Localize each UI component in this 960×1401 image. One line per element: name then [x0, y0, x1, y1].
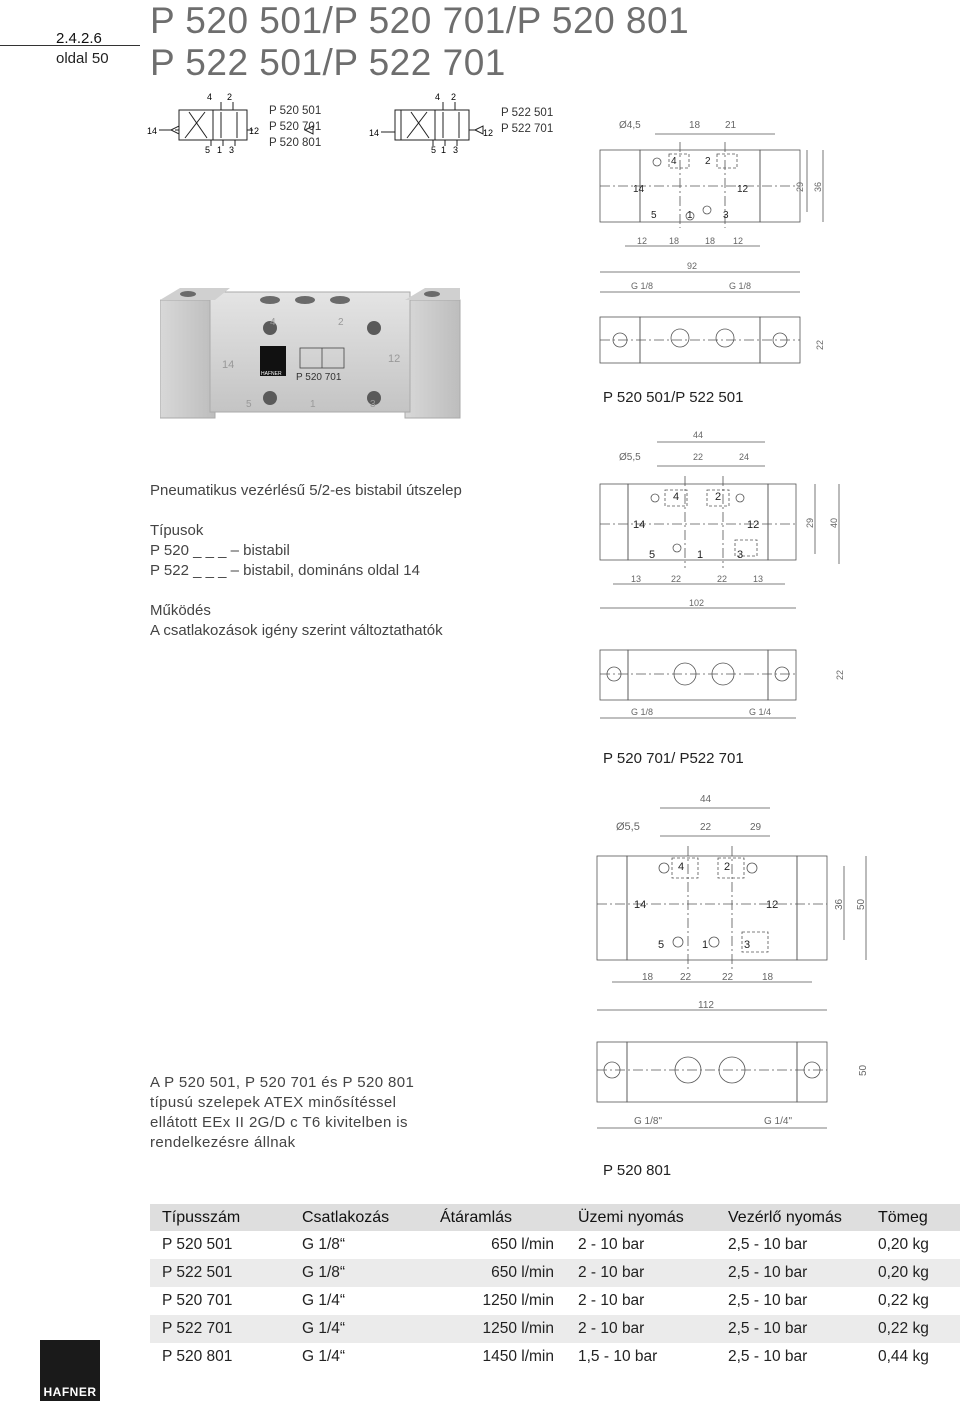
- product-photo: [160, 280, 470, 420]
- cell-connection: G 1/4“: [302, 1348, 346, 1365]
- cell-connection: G 1/8“: [302, 1236, 346, 1253]
- sym-left-port-5: 5: [205, 145, 211, 155]
- d1-port-4: 4: [671, 156, 677, 167]
- d3-dim-b22b: 22: [722, 972, 734, 983]
- d1-port-14: 14: [633, 184, 645, 195]
- d1-dim-total: 92: [687, 261, 698, 271]
- d3-port-4: 4: [678, 861, 685, 873]
- cell-weight: 0,22 kg: [878, 1292, 929, 1309]
- d3-dim-b22a: 22: [680, 972, 692, 983]
- sym-left-port-4: 4: [207, 92, 213, 102]
- sym-left-port-2: 2: [227, 92, 233, 102]
- d2-dim-29: 29: [805, 517, 815, 528]
- cell-weight: 0,22 kg: [866, 1315, 960, 1343]
- types-heading: Típusok: [150, 522, 204, 539]
- cell-flow: 1250 l/min: [482, 1292, 554, 1309]
- d3-port-12: 12: [766, 899, 779, 911]
- cell-flow: 650 l/min: [428, 1259, 566, 1287]
- d3-port-14: 14: [634, 899, 647, 911]
- cell-type: P 520 801: [162, 1348, 233, 1365]
- d3-port-2: 2: [724, 861, 731, 873]
- col-header-operating-pressure: Üzemi nyomás: [566, 1204, 716, 1231]
- table-row: [150, 1259, 960, 1287]
- d1-dim-b18b: 18: [705, 236, 716, 246]
- sym-left-port-14: 14: [147, 126, 158, 136]
- atex-note: [150, 1073, 414, 1153]
- d2-dim-hole: Ø5,5: [619, 452, 641, 463]
- d3-dim-50: 50: [856, 898, 867, 910]
- description-heading: Pneumatikus vezérlésű 5/2-es bistabil útszelep: [150, 482, 462, 499]
- d2-port-12: 12: [747, 519, 760, 531]
- d2-dim-44: 44: [693, 430, 704, 440]
- atex-line-2: típusú szelepek ATEX minősítéssel: [150, 1094, 397, 1111]
- sym-left-port-12: 12: [249, 126, 260, 136]
- drawing3-caption: P 520 801: [603, 1162, 672, 1179]
- d3-dim-22: 22: [700, 822, 712, 833]
- sym-right-port-1: 1: [441, 145, 447, 155]
- d1-port-12: 12: [737, 184, 749, 195]
- cell-control-pressure: 2,5 - 10 bar: [716, 1315, 866, 1343]
- cell-operating-pressure: 2 - 10 bar: [578, 1236, 645, 1253]
- d3-dim-b18a: 18: [642, 972, 654, 983]
- logo-text: HAFNER: [43, 1385, 97, 1399]
- table-row: [150, 1287, 960, 1315]
- photo-port-4: 4: [270, 317, 276, 328]
- symbol-right: [381, 102, 483, 146]
- photo-port-14: 14: [222, 359, 235, 371]
- d3-port-1: 1: [702, 939, 709, 951]
- d3-port-5: 5: [658, 939, 665, 951]
- d1-dim-hole: Ø4,5: [619, 120, 641, 131]
- cell-control-pressure: 2,5 - 10 bar: [716, 1259, 866, 1287]
- technical-drawing-1: [595, 112, 840, 370]
- d2-dim-40: 40: [829, 517, 839, 528]
- d1-dim-h22: 22: [815, 339, 825, 350]
- table-row: [150, 1315, 960, 1343]
- cell-type: P 522 501: [150, 1259, 290, 1287]
- photo-port-3: 3: [370, 399, 376, 410]
- d3-dim-hole: Ø5,5: [616, 821, 640, 833]
- d3-dim-h50: 50: [858, 1064, 869, 1076]
- model-left-2: P 520 701: [269, 121, 322, 133]
- d2-port-2: 2: [715, 491, 722, 503]
- d2-port-4: 4: [673, 491, 680, 503]
- d2-dim-b22a: 22: [671, 574, 682, 584]
- d2-dim-total: 102: [689, 598, 705, 608]
- cell-control-pressure: 2,5 - 10 bar: [728, 1292, 808, 1309]
- drawing1-caption: P 520 501/P 522 501: [603, 389, 744, 406]
- hafner-logo: [40, 1340, 100, 1401]
- page-title-line1: P 520 501/P 520 701/P 520 801: [150, 0, 690, 41]
- d2-dim-b22b: 22: [717, 574, 728, 584]
- sym-right-port-2: 2: [451, 92, 457, 102]
- table-row: [150, 1343, 960, 1371]
- cell-type: P 520 501: [162, 1236, 233, 1253]
- col-header-connection: Csatlakozás: [290, 1204, 428, 1231]
- d2-thread-2: G 1/4: [749, 707, 772, 717]
- d1-dim-36: 36: [813, 181, 823, 192]
- cell-connection: G 1/4“: [302, 1292, 346, 1309]
- cell-control-pressure: 2,5 - 10 bar: [728, 1348, 808, 1365]
- atex-line-4: rendelkezésre állnak: [150, 1134, 296, 1151]
- d2-port-14: 14: [633, 519, 646, 531]
- photo-port-12: 12: [388, 353, 401, 365]
- d2-dim-b13b: 13: [753, 574, 764, 584]
- table-header-row: [150, 1204, 960, 1231]
- atex-line-3: ellátott EEx II 2G/D c T6 kivitelben is: [150, 1114, 408, 1131]
- d2-dim-24: 24: [739, 452, 750, 462]
- page-title-line2: P 522 501/P 522 701: [150, 42, 506, 83]
- sym-right-port-12: 12: [483, 128, 494, 138]
- d3-thread-2: G 1/4": [764, 1116, 793, 1127]
- cell-operating-pressure: 1,5 - 10 bar: [578, 1348, 658, 1365]
- model-left-3: P 520 801: [269, 137, 322, 149]
- cell-connection: G 1/8“: [290, 1259, 428, 1287]
- drawing2-caption: P 520 701/ P522 701: [603, 750, 744, 767]
- d1-thread-1: G 1/8: [631, 281, 654, 291]
- d1-dim-b12a: 12: [637, 236, 648, 246]
- d3-thread-1: G 1/8": [634, 1116, 663, 1127]
- d1-thread-2: G 1/8: [729, 281, 752, 291]
- d1-dim-21: 21: [725, 120, 737, 131]
- d2-dim-22: 22: [693, 452, 704, 462]
- d1-port-5: 5: [651, 210, 657, 221]
- cell-flow: 1250 l/min: [428, 1315, 566, 1343]
- d2-dim-b13a: 13: [631, 574, 642, 584]
- d1-port-3: 3: [723, 210, 729, 221]
- col-header-weight: Tömeg: [866, 1204, 960, 1231]
- d1-dim-b18a: 18: [669, 236, 680, 246]
- d1-dim-18: 18: [689, 120, 701, 131]
- photo-port-1: 1: [310, 399, 316, 410]
- model-left-1: P 520 501: [269, 105, 322, 117]
- section-number: 2.4.2.6: [56, 30, 102, 47]
- sym-left-port-3: 3: [229, 145, 235, 155]
- cell-operating-pressure: 2 - 10 bar: [578, 1292, 645, 1309]
- model-right-2: P 522 701: [501, 123, 554, 135]
- technical-drawing-3: [592, 790, 882, 1135]
- cell-flow: 650 l/min: [491, 1236, 554, 1253]
- atex-line-1: A P 520 501, P 520 701 és P 520 801: [150, 1074, 415, 1091]
- d2-port-1: 1: [697, 549, 704, 561]
- cell-operating-pressure: 2 - 10 bar: [566, 1315, 716, 1343]
- table-row: [150, 1231, 960, 1259]
- cell-control-pressure: 2,5 - 10 bar: [728, 1236, 808, 1253]
- d3-port-3: 3: [744, 939, 751, 951]
- model-right-1: P 522 501: [501, 107, 554, 119]
- d3-dim-44: 44: [700, 794, 712, 805]
- photo-port-2: 2: [338, 317, 344, 328]
- spec-table: [150, 1204, 960, 1371]
- sym-right-port-14: 14: [369, 128, 380, 138]
- col-header-control-pressure: Vezérlő nyomás: [716, 1204, 866, 1231]
- d2-port-5: 5: [649, 549, 656, 561]
- photo-port-5: 5: [246, 399, 252, 410]
- d3-dim-29: 29: [750, 822, 762, 833]
- cell-weight: 0,44 kg: [878, 1348, 929, 1365]
- page-reference: oldal 50: [56, 50, 109, 67]
- cell-weight: 0,20 kg: [878, 1236, 929, 1253]
- d3-dim-total: 112: [698, 1000, 714, 1011]
- photo-brand: HAFNER: [261, 371, 282, 377]
- cell-operating-pressure: 2 - 10 bar: [566, 1259, 716, 1287]
- photo-marking: P 520 701: [296, 372, 342, 383]
- operation-text: A csatlakozások igény szerint változtathatók: [150, 622, 443, 639]
- col-header-flow: Átáramlás: [428, 1204, 566, 1231]
- col-header-type: Típusszám: [150, 1204, 290, 1231]
- d2-dim-h22: 22: [835, 669, 845, 680]
- technical-drawing-2: [595, 428, 850, 728]
- sym-right-port-5: 5: [431, 145, 437, 155]
- d2-thread-1: G 1/8: [631, 707, 654, 717]
- d1-dim-29: 29: [795, 181, 805, 192]
- cell-type: P 520 701: [162, 1292, 233, 1309]
- d2-port-3: 3: [737, 549, 744, 561]
- sym-left-port-1: 1: [217, 145, 223, 155]
- cell-flow: 1450 l/min: [482, 1348, 554, 1365]
- operation-heading: Működés: [150, 602, 211, 619]
- d3-dim-b18b: 18: [762, 972, 774, 983]
- sym-right-port-4: 4: [435, 92, 441, 102]
- cell-type: P 522 701: [150, 1315, 290, 1343]
- pneumatic-symbols: [145, 90, 605, 155]
- cell-connection: G 1/4“: [290, 1315, 428, 1343]
- cell-weight: 0,20 kg: [866, 1259, 960, 1287]
- type-line-1: P 520 _ _ _ – bistabil: [150, 542, 290, 559]
- d1-port-1: 1: [687, 210, 693, 221]
- type-line-2: P 522 _ _ _ – bistabil, domináns oldal 14: [150, 562, 420, 579]
- sym-right-port-3: 3: [453, 145, 459, 155]
- d1-port-2: 2: [705, 156, 711, 167]
- d1-dim-b12b: 12: [733, 236, 744, 246]
- d3-dim-36: 36: [834, 898, 845, 910]
